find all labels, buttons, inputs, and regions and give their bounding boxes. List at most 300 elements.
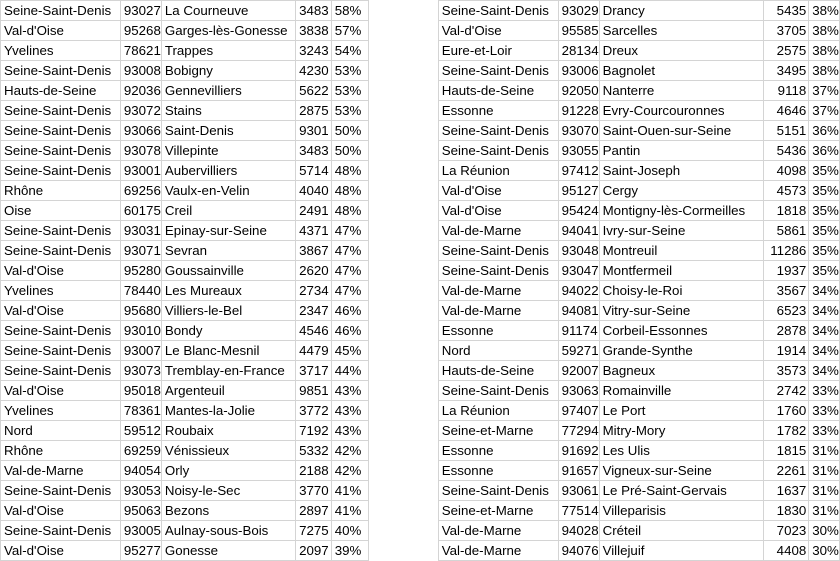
empty-cell[interactable] — [368, 441, 438, 461]
department-cell[interactable]: La Réunion — [438, 161, 558, 181]
department-cell[interactable]: Val-d'Oise — [1, 261, 121, 281]
insee-code-cell[interactable]: 93029 — [558, 1, 599, 21]
commune-cell[interactable]: Gennevilliers — [161, 81, 295, 101]
insee-code-cell[interactable]: 91657 — [558, 461, 599, 481]
empty-cell[interactable] — [368, 21, 438, 41]
population-cell[interactable]: 4230 — [295, 61, 331, 81]
population-cell[interactable]: 2575 — [764, 41, 809, 61]
percentage-cell[interactable]: 50% — [331, 141, 368, 161]
insee-code-cell[interactable]: 59512 — [120, 421, 161, 441]
percentage-cell[interactable]: 38% — [809, 41, 840, 61]
insee-code-cell[interactable]: 78361 — [120, 401, 161, 421]
empty-cell[interactable] — [368, 181, 438, 201]
department-cell[interactable]: Essonne — [438, 461, 558, 481]
percentage-cell[interactable]: 38% — [809, 61, 840, 81]
empty-cell[interactable] — [368, 481, 438, 501]
percentage-cell[interactable]: 53% — [331, 81, 368, 101]
percentage-cell[interactable]: 36% — [809, 121, 840, 141]
commune-cell[interactable]: Argenteuil — [161, 381, 295, 401]
percentage-cell[interactable]: 34% — [809, 341, 840, 361]
department-cell[interactable]: Nord — [1, 421, 121, 441]
percentage-cell[interactable]: 41% — [331, 501, 368, 521]
department-cell[interactable]: Seine-Saint-Denis — [1, 101, 121, 121]
commune-cell[interactable]: Nanterre — [599, 81, 764, 101]
population-cell[interactable]: 5861 — [764, 221, 809, 241]
commune-cell[interactable]: Noisy-le-Sec — [161, 481, 295, 501]
insee-code-cell[interactable]: 69256 — [120, 181, 161, 201]
percentage-cell[interactable]: 35% — [809, 261, 840, 281]
commune-cell[interactable]: Epinay-sur-Seine — [161, 221, 295, 241]
department-cell[interactable]: Val-d'Oise — [1, 541, 121, 561]
insee-code-cell[interactable]: 77294 — [558, 421, 599, 441]
percentage-cell[interactable]: 39% — [331, 541, 368, 561]
department-cell[interactable]: Val-de-Marne — [438, 521, 558, 541]
department-cell[interactable]: Seine-Saint-Denis — [1, 61, 121, 81]
empty-cell[interactable] — [368, 501, 438, 521]
department-cell[interactable]: Val-d'Oise — [438, 201, 558, 221]
population-cell[interactable]: 4573 — [764, 181, 809, 201]
percentage-cell[interactable]: 33% — [809, 381, 840, 401]
population-cell[interactable]: 4479 — [295, 341, 331, 361]
department-cell[interactable]: Val-de-Marne — [438, 301, 558, 321]
insee-code-cell[interactable]: 93047 — [558, 261, 599, 281]
department-cell[interactable]: Seine-Saint-Denis — [438, 241, 558, 261]
department-cell[interactable]: Seine-Saint-Denis — [438, 141, 558, 161]
department-cell[interactable]: Seine-Saint-Denis — [1, 341, 121, 361]
department-cell[interactable]: La Réunion — [438, 401, 558, 421]
population-cell[interactable]: 1914 — [764, 341, 809, 361]
commune-cell[interactable]: Creil — [161, 201, 295, 221]
commune-cell[interactable]: Montigny-lès-Cormeilles — [599, 201, 764, 221]
commune-cell[interactable]: Evry-Courcouronnes — [599, 101, 764, 121]
empty-cell[interactable] — [368, 141, 438, 161]
percentage-cell[interactable]: 34% — [809, 321, 840, 341]
population-cell[interactable]: 1937 — [764, 261, 809, 281]
population-cell[interactable]: 1815 — [764, 441, 809, 461]
population-cell[interactable]: 9851 — [295, 381, 331, 401]
insee-code-cell[interactable]: 93061 — [558, 481, 599, 501]
insee-code-cell[interactable]: 78440 — [120, 281, 161, 301]
insee-code-cell[interactable]: 93027 — [120, 1, 161, 21]
commune-cell[interactable]: Cergy — [599, 181, 764, 201]
insee-code-cell[interactable]: 94054 — [120, 461, 161, 481]
population-cell[interactable]: 5436 — [764, 141, 809, 161]
empty-cell[interactable] — [368, 61, 438, 81]
department-cell[interactable]: Rhône — [1, 441, 121, 461]
department-cell[interactable]: Seine-et-Marne — [438, 501, 558, 521]
population-cell[interactable]: 3567 — [764, 281, 809, 301]
insee-code-cell[interactable]: 94041 — [558, 221, 599, 241]
insee-code-cell[interactable]: 28134 — [558, 41, 599, 61]
department-cell[interactable]: Val-de-Marne — [438, 541, 558, 561]
percentage-cell[interactable]: 41% — [331, 481, 368, 501]
department-cell[interactable]: Nord — [438, 341, 558, 361]
population-cell[interactable]: 6523 — [764, 301, 809, 321]
commune-cell[interactable]: Saint-Joseph — [599, 161, 764, 181]
percentage-cell[interactable]: 35% — [809, 241, 840, 261]
percentage-cell[interactable]: 35% — [809, 201, 840, 221]
population-cell[interactable]: 7275 — [295, 521, 331, 541]
insee-code-cell[interactable]: 93001 — [120, 161, 161, 181]
commune-cell[interactable]: Montreuil — [599, 241, 764, 261]
commune-cell[interactable]: Goussainville — [161, 261, 295, 281]
department-cell[interactable]: Essonne — [438, 441, 558, 461]
population-cell[interactable]: 4098 — [764, 161, 809, 181]
empty-cell[interactable] — [368, 321, 438, 341]
percentage-cell[interactable]: 53% — [331, 101, 368, 121]
commune-cell[interactable]: Vitry-sur-Seine — [599, 301, 764, 321]
insee-code-cell[interactable]: 59271 — [558, 341, 599, 361]
population-cell[interactable]: 1782 — [764, 421, 809, 441]
insee-code-cell[interactable]: 93007 — [120, 341, 161, 361]
commune-cell[interactable]: Romainville — [599, 381, 764, 401]
department-cell[interactable]: Val-d'Oise — [1, 301, 121, 321]
commune-cell[interactable]: Aubervilliers — [161, 161, 295, 181]
insee-code-cell[interactable]: 91692 — [558, 441, 599, 461]
population-cell[interactable]: 11286 — [764, 241, 809, 261]
department-cell[interactable]: Hauts-de-Seine — [1, 81, 121, 101]
insee-code-cell[interactable]: 94081 — [558, 301, 599, 321]
commune-cell[interactable]: Stains — [161, 101, 295, 121]
commune-cell[interactable]: Drancy — [599, 1, 764, 21]
insee-code-cell[interactable]: 93055 — [558, 141, 599, 161]
empty-cell[interactable] — [368, 41, 438, 61]
insee-code-cell[interactable]: 95680 — [120, 301, 161, 321]
department-cell[interactable]: Hauts-de-Seine — [438, 81, 558, 101]
department-cell[interactable]: Oise — [1, 201, 121, 221]
empty-cell[interactable] — [368, 341, 438, 361]
department-cell[interactable]: Eure-et-Loir — [438, 41, 558, 61]
insee-code-cell[interactable]: 92007 — [558, 361, 599, 381]
commune-cell[interactable]: Bondy — [161, 321, 295, 341]
population-cell[interactable]: 3772 — [295, 401, 331, 421]
percentage-cell[interactable]: 43% — [331, 401, 368, 421]
insee-code-cell[interactable]: 95268 — [120, 21, 161, 41]
insee-code-cell[interactable]: 93053 — [120, 481, 161, 501]
percentage-cell[interactable]: 42% — [331, 461, 368, 481]
population-cell[interactable]: 1760 — [764, 401, 809, 421]
percentage-cell[interactable]: 44% — [331, 361, 368, 381]
empty-cell[interactable] — [368, 241, 438, 261]
population-cell[interactable]: 2097 — [295, 541, 331, 561]
percentage-cell[interactable]: 43% — [331, 421, 368, 441]
commune-cell[interactable]: Orly — [161, 461, 295, 481]
insee-code-cell[interactable]: 93048 — [558, 241, 599, 261]
population-cell[interactable]: 1637 — [764, 481, 809, 501]
percentage-cell[interactable]: 42% — [331, 441, 368, 461]
population-cell[interactable]: 7023 — [764, 521, 809, 541]
population-cell[interactable]: 2261 — [764, 461, 809, 481]
insee-code-cell[interactable]: 93008 — [120, 61, 161, 81]
department-cell[interactable]: Hauts-de-Seine — [438, 361, 558, 381]
percentage-cell[interactable]: 34% — [809, 281, 840, 301]
empty-cell[interactable] — [368, 121, 438, 141]
percentage-cell[interactable]: 33% — [809, 421, 840, 441]
percentage-cell[interactable]: 48% — [331, 161, 368, 181]
population-cell[interactable]: 5435 — [764, 1, 809, 21]
percentage-cell[interactable]: 48% — [331, 201, 368, 221]
department-cell[interactable]: Seine-Saint-Denis — [438, 1, 558, 21]
percentage-cell[interactable]: 47% — [331, 281, 368, 301]
empty-cell[interactable] — [368, 541, 438, 561]
insee-code-cell[interactable]: 95280 — [120, 261, 161, 281]
commune-cell[interactable]: Sevran — [161, 241, 295, 261]
empty-cell[interactable] — [368, 401, 438, 421]
department-cell[interactable]: Seine-Saint-Denis — [1, 121, 121, 141]
empty-cell[interactable] — [368, 381, 438, 401]
percentage-cell[interactable]: 34% — [809, 361, 840, 381]
commune-cell[interactable]: Garges-lès-Gonesse — [161, 21, 295, 41]
empty-cell[interactable] — [368, 201, 438, 221]
percentage-cell[interactable]: 38% — [809, 21, 840, 41]
insee-code-cell[interactable]: 92036 — [120, 81, 161, 101]
population-cell[interactable]: 5622 — [295, 81, 331, 101]
empty-cell[interactable] — [368, 161, 438, 181]
commune-cell[interactable]: Villejuif — [599, 541, 764, 561]
population-cell[interactable]: 3483 — [295, 1, 331, 21]
commune-cell[interactable]: Le Blanc-Mesnil — [161, 341, 295, 361]
department-cell[interactable]: Val-de-Marne — [438, 281, 558, 301]
commune-cell[interactable]: Corbeil-Essonnes — [599, 321, 764, 341]
commune-cell[interactable]: Saint-Ouen-sur-Seine — [599, 121, 764, 141]
commune-cell[interactable]: Bagneux — [599, 361, 764, 381]
commune-cell[interactable]: Vaulx-en-Velin — [161, 181, 295, 201]
percentage-cell[interactable]: 36% — [809, 141, 840, 161]
population-cell[interactable]: 5332 — [295, 441, 331, 461]
commune-cell[interactable]: Bezons — [161, 501, 295, 521]
empty-cell[interactable] — [368, 81, 438, 101]
insee-code-cell[interactable]: 60175 — [120, 201, 161, 221]
empty-cell[interactable] — [368, 361, 438, 381]
commune-cell[interactable]: Ivry-sur-Seine — [599, 221, 764, 241]
commune-cell[interactable]: Aulnay-sous-Bois — [161, 521, 295, 541]
department-cell[interactable]: Seine-Saint-Denis — [1, 361, 121, 381]
population-cell[interactable]: 2742 — [764, 381, 809, 401]
commune-cell[interactable]: Vigneux-sur-Seine — [599, 461, 764, 481]
percentage-cell[interactable]: 53% — [331, 61, 368, 81]
insee-code-cell[interactable]: 91228 — [558, 101, 599, 121]
population-cell[interactable]: 1830 — [764, 501, 809, 521]
insee-code-cell[interactable]: 93078 — [120, 141, 161, 161]
commune-cell[interactable]: Créteil — [599, 521, 764, 541]
department-cell[interactable]: Seine-Saint-Denis — [1, 161, 121, 181]
department-cell[interactable]: Essonne — [438, 101, 558, 121]
percentage-cell[interactable]: 35% — [809, 181, 840, 201]
percentage-cell[interactable]: 30% — [809, 541, 840, 561]
insee-code-cell[interactable]: 93073 — [120, 361, 161, 381]
percentage-cell[interactable]: 43% — [331, 381, 368, 401]
commune-cell[interactable]: Tremblay-en-France — [161, 361, 295, 381]
percentage-cell[interactable]: 46% — [331, 301, 368, 321]
percentage-cell[interactable]: 48% — [331, 181, 368, 201]
commune-cell[interactable]: Mantes-la-Jolie — [161, 401, 295, 421]
percentage-cell[interactable]: 40% — [331, 521, 368, 541]
population-cell[interactable]: 7192 — [295, 421, 331, 441]
department-cell[interactable]: Val-d'Oise — [1, 501, 121, 521]
insee-code-cell[interactable]: 93071 — [120, 241, 161, 261]
percentage-cell[interactable]: 57% — [331, 21, 368, 41]
department-cell[interactable]: Rhône — [1, 181, 121, 201]
population-cell[interactable]: 3867 — [295, 241, 331, 261]
commune-cell[interactable]: Le Pré-Saint-Gervais — [599, 481, 764, 501]
department-cell[interactable]: Seine-Saint-Denis — [1, 1, 121, 21]
empty-cell[interactable] — [368, 421, 438, 441]
empty-cell[interactable] — [368, 461, 438, 481]
department-cell[interactable]: Seine-Saint-Denis — [1, 321, 121, 341]
department-cell[interactable]: Seine-Saint-Denis — [1, 521, 121, 541]
population-cell[interactable]: 2734 — [295, 281, 331, 301]
percentage-cell[interactable]: 34% — [809, 301, 840, 321]
commune-cell[interactable]: Sarcelles — [599, 21, 764, 41]
population-cell[interactable]: 1818 — [764, 201, 809, 221]
empty-cell[interactable] — [368, 1, 438, 21]
department-cell[interactable]: Seine-Saint-Denis — [1, 481, 121, 501]
population-cell[interactable]: 3495 — [764, 61, 809, 81]
insee-code-cell[interactable]: 93066 — [120, 121, 161, 141]
insee-code-cell[interactable]: 69259 — [120, 441, 161, 461]
commune-cell[interactable]: Bobigny — [161, 61, 295, 81]
population-cell[interactable]: 5714 — [295, 161, 331, 181]
population-cell[interactable]: 2491 — [295, 201, 331, 221]
commune-cell[interactable]: Choisy-le-Roi — [599, 281, 764, 301]
department-cell[interactable]: Val-d'Oise — [1, 381, 121, 401]
population-cell[interactable]: 3838 — [295, 21, 331, 41]
commune-cell[interactable]: Saint-Denis — [161, 121, 295, 141]
percentage-cell[interactable]: 33% — [809, 401, 840, 421]
department-cell[interactable]: Seine-Saint-Denis — [438, 121, 558, 141]
population-cell[interactable]: 3705 — [764, 21, 809, 41]
insee-code-cell[interactable]: 77514 — [558, 501, 599, 521]
insee-code-cell[interactable]: 91174 — [558, 321, 599, 341]
department-cell[interactable]: Val-d'Oise — [1, 21, 121, 41]
insee-code-cell[interactable]: 95277 — [120, 541, 161, 561]
department-cell[interactable]: Seine-Saint-Denis — [1, 141, 121, 161]
insee-code-cell[interactable]: 95063 — [120, 501, 161, 521]
commune-cell[interactable]: Villeparisis — [599, 501, 764, 521]
commune-cell[interactable]: La Courneuve — [161, 1, 295, 21]
insee-code-cell[interactable]: 93070 — [558, 121, 599, 141]
insee-code-cell[interactable]: 93063 — [558, 381, 599, 401]
insee-code-cell[interactable]: 97412 — [558, 161, 599, 181]
department-cell[interactable]: Essonne — [438, 321, 558, 341]
commune-cell[interactable]: Villepinte — [161, 141, 295, 161]
insee-code-cell[interactable]: 95424 — [558, 201, 599, 221]
insee-code-cell[interactable]: 95018 — [120, 381, 161, 401]
insee-code-cell[interactable]: 93006 — [558, 61, 599, 81]
population-cell[interactable]: 2188 — [295, 461, 331, 481]
percentage-cell[interactable]: 37% — [809, 81, 840, 101]
empty-cell[interactable] — [368, 221, 438, 241]
percentage-cell[interactable]: 30% — [809, 521, 840, 541]
department-cell[interactable]: Seine-Saint-Denis — [438, 481, 558, 501]
percentage-cell[interactable]: 46% — [331, 321, 368, 341]
department-cell[interactable]: Yvelines — [1, 41, 121, 61]
population-cell[interactable]: 4040 — [295, 181, 331, 201]
population-cell[interactable]: 4371 — [295, 221, 331, 241]
population-cell[interactable]: 2620 — [295, 261, 331, 281]
insee-code-cell[interactable]: 95127 — [558, 181, 599, 201]
population-cell[interactable]: 4408 — [764, 541, 809, 561]
department-cell[interactable]: Seine-Saint-Denis — [438, 261, 558, 281]
population-cell[interactable]: 5151 — [764, 121, 809, 141]
population-cell[interactable]: 3243 — [295, 41, 331, 61]
population-cell[interactable]: 9301 — [295, 121, 331, 141]
percentage-cell[interactable]: 38% — [809, 1, 840, 21]
percentage-cell[interactable]: 47% — [331, 221, 368, 241]
insee-code-cell[interactable]: 94076 — [558, 541, 599, 561]
department-cell[interactable]: Seine-Saint-Denis — [438, 61, 558, 81]
commune-cell[interactable]: Les Ulis — [599, 441, 764, 461]
percentage-cell[interactable]: 47% — [331, 261, 368, 281]
commune-cell[interactable]: Dreux — [599, 41, 764, 61]
empty-cell[interactable] — [368, 301, 438, 321]
commune-cell[interactable]: Trappes — [161, 41, 295, 61]
department-cell[interactable]: Yvelines — [1, 281, 121, 301]
percentage-cell[interactable]: 31% — [809, 461, 840, 481]
commune-cell[interactable]: Le Port — [599, 401, 764, 421]
department-cell[interactable]: Seine-et-Marne — [438, 421, 558, 441]
population-cell[interactable]: 2897 — [295, 501, 331, 521]
percentage-cell[interactable]: 47% — [331, 241, 368, 261]
insee-code-cell[interactable]: 97407 — [558, 401, 599, 421]
department-cell[interactable]: Seine-Saint-Denis — [1, 241, 121, 261]
percentage-cell[interactable]: 50% — [331, 121, 368, 141]
population-cell[interactable]: 2875 — [295, 101, 331, 121]
empty-cell[interactable] — [368, 521, 438, 541]
population-cell[interactable]: 3770 — [295, 481, 331, 501]
population-cell[interactable]: 2878 — [764, 321, 809, 341]
commune-cell[interactable]: Roubaix — [161, 421, 295, 441]
commune-cell[interactable]: Vénissieux — [161, 441, 295, 461]
percentage-cell[interactable]: 58% — [331, 1, 368, 21]
empty-cell[interactable] — [368, 261, 438, 281]
insee-code-cell[interactable]: 95585 — [558, 21, 599, 41]
department-cell[interactable]: Seine-Saint-Denis — [1, 221, 121, 241]
insee-code-cell[interactable]: 93072 — [120, 101, 161, 121]
population-cell[interactable]: 4546 — [295, 321, 331, 341]
department-cell[interactable]: Val-d'Oise — [438, 181, 558, 201]
percentage-cell[interactable]: 35% — [809, 161, 840, 181]
percentage-cell[interactable]: 35% — [809, 221, 840, 241]
population-cell[interactable]: 3483 — [295, 141, 331, 161]
department-cell[interactable]: Val-de-Marne — [438, 221, 558, 241]
commune-cell[interactable]: Mitry-Mory — [599, 421, 764, 441]
percentage-cell[interactable]: 54% — [331, 41, 368, 61]
insee-code-cell[interactable]: 78621 — [120, 41, 161, 61]
population-cell[interactable]: 4646 — [764, 101, 809, 121]
commune-cell[interactable]: Bagnolet — [599, 61, 764, 81]
insee-code-cell[interactable]: 93010 — [120, 321, 161, 341]
department-cell[interactable]: Yvelines — [1, 401, 121, 421]
population-cell[interactable]: 3573 — [764, 361, 809, 381]
population-cell[interactable]: 9118 — [764, 81, 809, 101]
commune-cell[interactable]: Grande-Synthe — [599, 341, 764, 361]
population-cell[interactable]: 2347 — [295, 301, 331, 321]
department-cell[interactable]: Seine-Saint-Denis — [438, 381, 558, 401]
insee-code-cell[interactable]: 94022 — [558, 281, 599, 301]
commune-cell[interactable]: Pantin — [599, 141, 764, 161]
department-cell[interactable]: Val-d'Oise — [438, 21, 558, 41]
insee-code-cell[interactable]: 93005 — [120, 521, 161, 541]
department-cell[interactable]: Val-de-Marne — [1, 461, 121, 481]
percentage-cell[interactable]: 31% — [809, 501, 840, 521]
commune-cell[interactable]: Gonesse — [161, 541, 295, 561]
insee-code-cell[interactable]: 94028 — [558, 521, 599, 541]
insee-code-cell[interactable]: 92050 — [558, 81, 599, 101]
empty-cell[interactable] — [368, 101, 438, 121]
population-cell[interactable]: 3717 — [295, 361, 331, 381]
percentage-cell[interactable]: 31% — [809, 481, 840, 501]
